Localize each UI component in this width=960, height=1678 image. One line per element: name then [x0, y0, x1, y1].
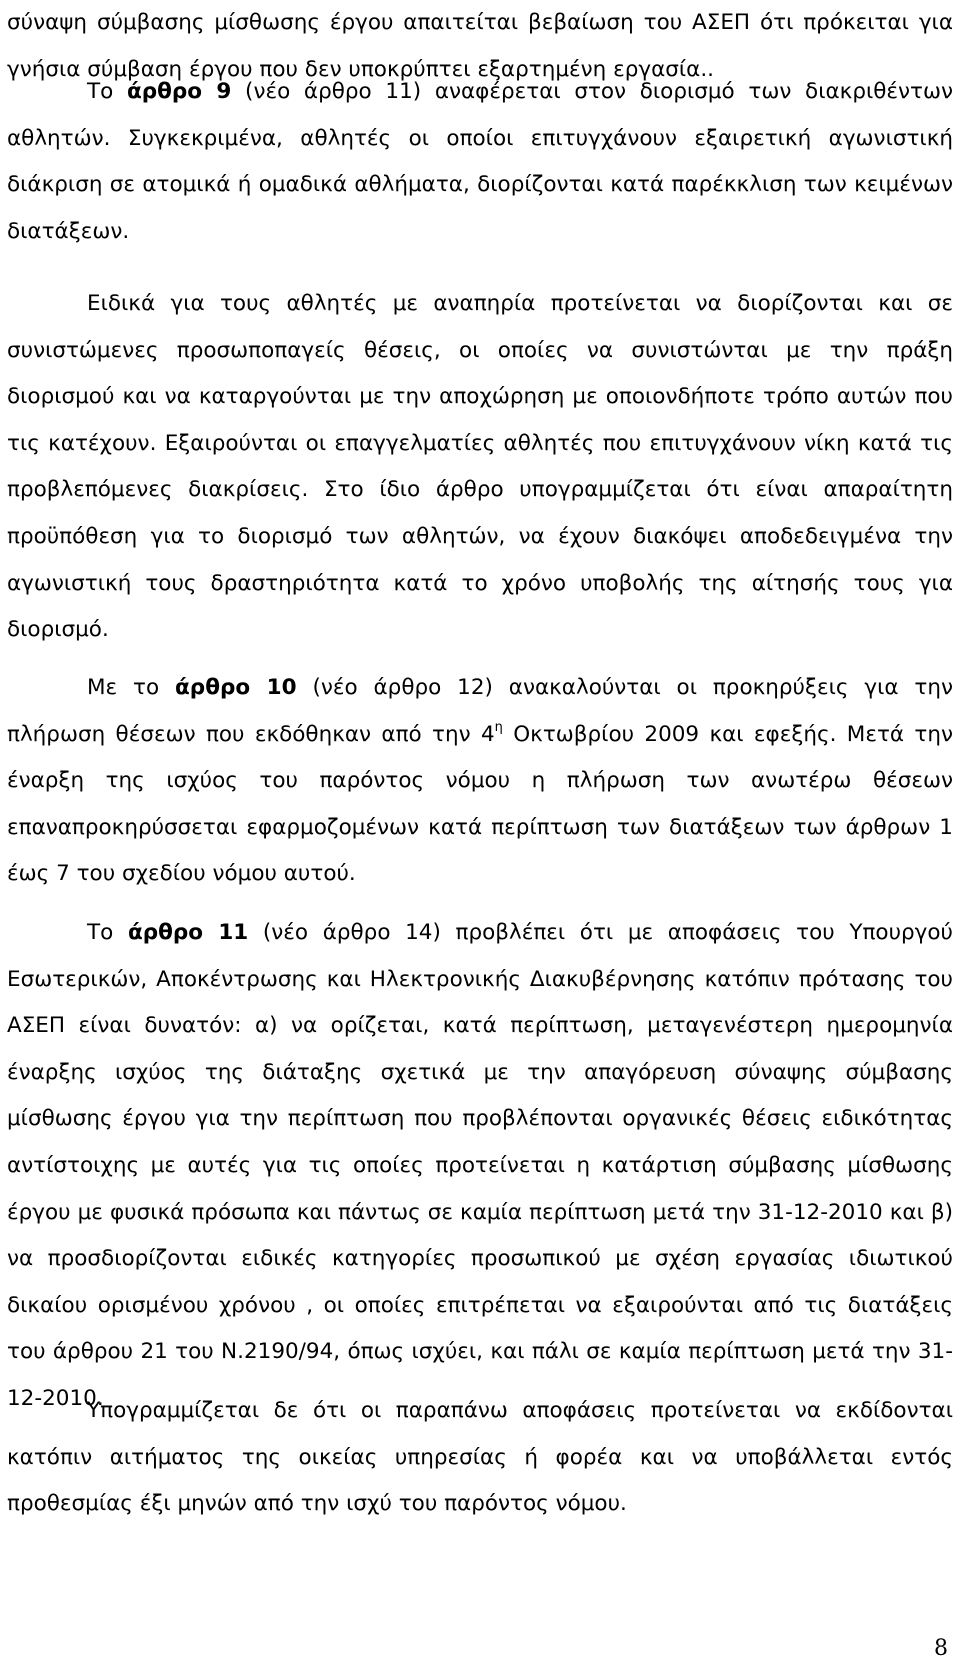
paragraph-text: Υπογραμμίζεται δε ότι οι παραπάνω αποφάσεις προτείνεται να εκδίδονται κατόπιν αιτήματος της οικείας υπηρεσίας ή φορέα και να υποβάλλεται εντός προθεσμίας έξι μηνών από την ισχύ του παρόντος νόμου. [7, 1398, 953, 1517]
paragraph-body: (νέο άρθρο 11) αναφέρεται στον διορισμό των διακριθέντων αθλητών. Συγκεκριμένα, αθλητές οι οποίοι επιτυγχάνουν εξαιρετική αγωνιστική διάκριση σε ατομικά ή ομαδικά αθλήματα, διορίζονται κατά παρέκκλιση των κειμένων διατάξεων. [7, 79, 953, 244]
paragraph-text: σύναψη σύμβασης μίσθωσης έργου απαιτείται βεβαίωση του ΑΣΕΠ ότι πρόκειται για γνήσια σύμβαση έργου που δεν υποκρύπτει εξαρτημένη εργασία.. [7, 10, 953, 82]
paragraph-text [7, 69, 953, 255]
paragraph-body-rest: Οκτωβρίου 2009 και εφεξής. Μετά την έναρξη της ισχύος του παρόντος νόμου η πλήρωση των ανωτέρω θέσεων επαναπροκηρύσσεται εφαρμοζομένων κατά περίπτωση των διατάξεων των άρθρων 1 έως 7 του σχεδίου νόμου αυτού. [7, 721, 953, 887]
paragraph-closing [7, 1388, 953, 1528]
paragraph-article-10 [7, 665, 953, 898]
paragraph-body: (νέο άρθρο 12) ανακαλούνται οι προκηρύξεις για την πλήρωση θέσεων που εκδόθηκαν από την 4 [7, 675, 953, 747]
paragraph-text: Ειδικά για τους αθλητές με αναπηρία προτείνεται να διορίζονται και σε συνιστώμενες προσωποπαγείς θέσεις, οι οποίες να συνιστώνται με την πράξη διορισμού και να καταργούνται με την αποχώρηση με οποιονδήποτε τρόπο αυτών που τις κατέχουν. Εξαιρούνται οι επαγγελματίες αθλητές που επιτυγχάνουν νίκη κατά τις προβλεπόμενες διακρίσεις. Στο ίδιο άρθρο υπογραμμίζεται ότι είναι απαραίτητη προϋπόθεση για το διορισμό των αθλητών, να έχουν διακόψει αποδεδειγμένα την αγωνιστική τους δραστηριότητα κατά το χρόνο υποβολής της αίτησής τους για διορισμό. [7, 291, 953, 643]
paragraph-lead: Το [87, 79, 127, 104]
paragraph-article-9 [7, 69, 953, 255]
article-reference: άρθρο 9 [126, 79, 232, 104]
paragraph-article-11 [7, 910, 953, 1423]
paragraph-disabled-athletes [7, 281, 953, 654]
paragraph-lead: Το [87, 920, 128, 945]
article-reference: άρθρο 11 [127, 920, 249, 945]
page-number: 8 [934, 1636, 948, 1661]
paragraph-body: (νέο άρθρο 14) προβλέπει ότι με αποφάσεις του Υπουργού Εσωτερικών, Αποκέντρωσης και Ηλεκτρονικής Διακυβέρνησης κατόπιν πρότασης του ΑΣΕΠ είναι δυνατόν: α) να ορίζεται, κατά περίπτωση, μεταγενέστερη ημερομηνία έναρξης ισχύος της διάταξης σχετικά με την απαγόρευση σύναψης σύμβασης μίσθωσης έργου για την περίπτωση που προβλέπονται οργανικές θέσεις ειδικότητας αντίστοιχης με αυτές για τις οποίες προτείνεται η κατάρτιση σύμβασης μίσθωσης έργου με φυσικά πρόσωπα και πάντως σε καμία περίπτωση μετά την 31-12-2010 και β) να προσδιορίζονται ειδικές κατηγορίες προσωπικού με σχέση εργασίας ιδιωτικού δικαίου ορισμένου χρόνου , οι οποίες επιτρέπεται να εξαιρούνται από τις διατάξεις του άρθρου 21 του Ν.2190/94, όπως ισχύει, και πάλι σε καμία περίπτωση μετά την 31-12-2010. [7, 920, 953, 1411]
ordinal-superscript: η [494, 719, 503, 735]
paragraph-lead: Με το [87, 675, 176, 700]
paragraph-text [7, 665, 953, 898]
paragraph-text [7, 910, 953, 1423]
article-reference: άρθρο 10 [175, 675, 297, 700]
